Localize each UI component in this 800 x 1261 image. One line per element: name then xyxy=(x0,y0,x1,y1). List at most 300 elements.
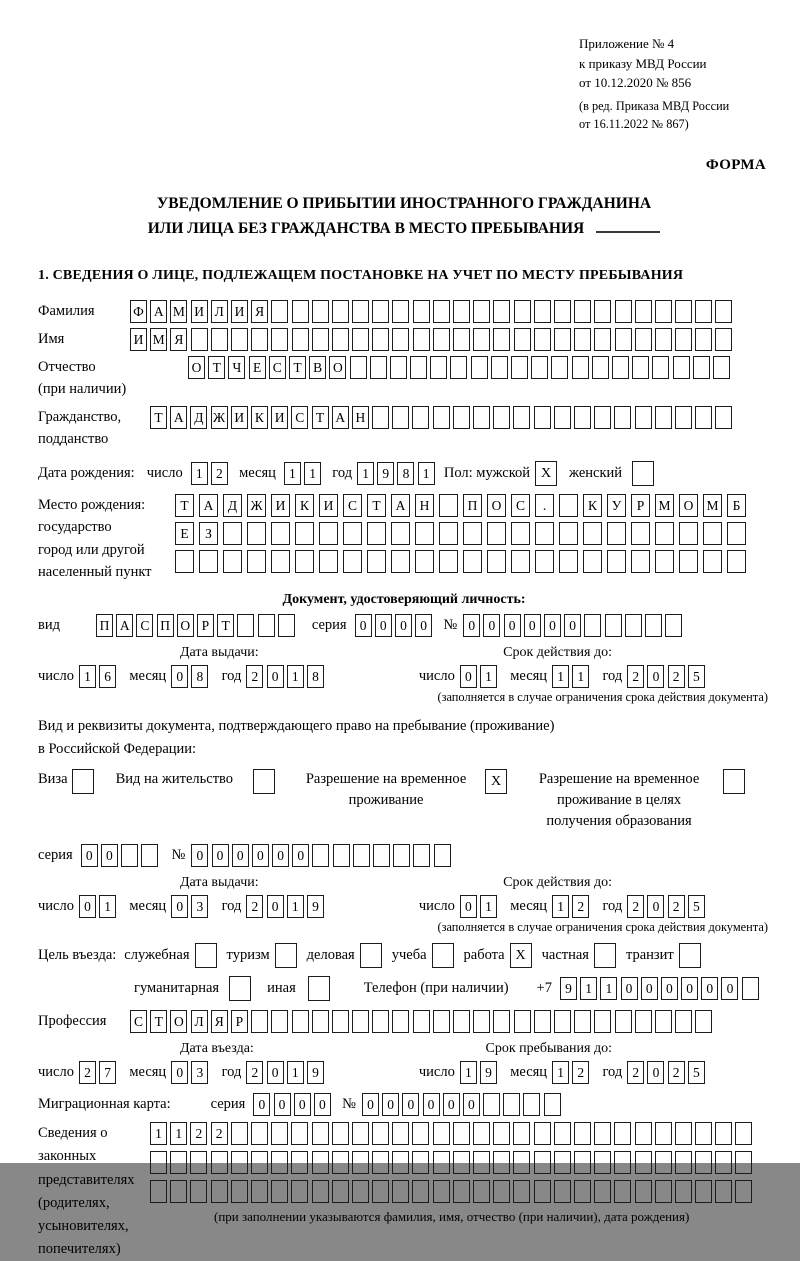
char-box[interactable] xyxy=(352,1010,369,1033)
char-box[interactable] xyxy=(434,844,451,867)
char-box[interactable]: 2 xyxy=(572,895,589,918)
char-box[interactable] xyxy=(223,550,242,573)
char-box[interactable] xyxy=(612,356,629,379)
char-box[interactable]: 0 xyxy=(314,1093,331,1116)
char-box[interactable] xyxy=(370,356,387,379)
char-box[interactable] xyxy=(715,1180,732,1203)
char-box[interactable]: Т xyxy=(208,356,225,379)
sex-female-checkbox[interactable] xyxy=(632,461,654,486)
char-box[interactable]: 5 xyxy=(688,895,705,918)
char-box[interactable] xyxy=(695,300,712,323)
char-box[interactable] xyxy=(655,1122,672,1145)
char-box[interactable] xyxy=(655,1151,672,1174)
char-box[interactable] xyxy=(453,1180,470,1203)
char-box[interactable] xyxy=(332,1122,349,1145)
char-box[interactable]: Л xyxy=(191,1010,208,1033)
char-box[interactable] xyxy=(415,522,434,545)
char-box[interactable]: 0 xyxy=(212,844,229,867)
char-box[interactable] xyxy=(413,844,430,867)
char-box[interactable] xyxy=(491,356,508,379)
char-box[interactable]: О xyxy=(679,494,698,517)
char-box[interactable] xyxy=(450,356,467,379)
char-box[interactable] xyxy=(350,356,367,379)
purpose-ucheba-checkbox[interactable] xyxy=(432,943,454,968)
char-box[interactable] xyxy=(439,522,458,545)
char-box[interactable] xyxy=(312,1180,329,1203)
char-box[interactable] xyxy=(453,300,470,323)
temp-residence-education-checkbox[interactable] xyxy=(723,769,745,794)
char-box[interactable] xyxy=(291,1151,308,1174)
purpose-delovaya-checkbox[interactable] xyxy=(360,943,382,968)
char-box[interactable] xyxy=(352,1180,369,1203)
char-box[interactable] xyxy=(675,1122,692,1145)
char-box[interactable] xyxy=(433,300,450,323)
purpose-gumanitarnaya-checkbox[interactable] xyxy=(229,976,251,1001)
char-box[interactable] xyxy=(574,1010,591,1033)
char-box[interactable] xyxy=(271,550,290,573)
char-box[interactable]: 0 xyxy=(267,895,284,918)
char-box[interactable]: 0 xyxy=(647,1061,664,1084)
char-box[interactable] xyxy=(412,406,429,429)
char-box[interactable] xyxy=(675,328,692,351)
char-box[interactable] xyxy=(635,1151,652,1174)
char-box[interactable] xyxy=(513,1122,530,1145)
char-box[interactable] xyxy=(312,1010,329,1033)
char-box[interactable] xyxy=(271,1151,288,1174)
char-box[interactable]: 2 xyxy=(668,665,685,688)
char-box[interactable]: И xyxy=(231,300,248,323)
char-box[interactable] xyxy=(679,522,698,545)
char-box[interactable] xyxy=(372,300,389,323)
char-box[interactable]: 0 xyxy=(101,844,118,867)
char-box[interactable] xyxy=(473,1122,490,1145)
purpose-turizm-checkbox[interactable] xyxy=(275,943,297,968)
char-box[interactable] xyxy=(493,300,510,323)
char-box[interactable] xyxy=(493,328,510,351)
char-box[interactable] xyxy=(473,300,490,323)
char-box[interactable] xyxy=(352,300,369,323)
char-box[interactable] xyxy=(605,614,622,637)
char-box[interactable] xyxy=(655,300,672,323)
char-box[interactable] xyxy=(574,328,591,351)
char-box[interactable] xyxy=(655,522,674,545)
char-box[interactable] xyxy=(735,1151,752,1174)
char-box[interactable]: Ч xyxy=(228,356,245,379)
char-box[interactable] xyxy=(511,356,528,379)
char-box[interactable]: И xyxy=(191,300,208,323)
char-box[interactable]: 0 xyxy=(402,1093,419,1116)
char-box[interactable] xyxy=(312,1122,329,1145)
char-box[interactable] xyxy=(291,1180,308,1203)
char-box[interactable] xyxy=(439,494,458,517)
char-box[interactable]: И xyxy=(231,406,248,429)
char-box[interactable] xyxy=(727,522,746,545)
char-box[interactable]: 1 xyxy=(480,665,497,688)
char-box[interactable] xyxy=(535,550,554,573)
char-box[interactable] xyxy=(535,522,554,545)
char-box[interactable] xyxy=(199,550,218,573)
char-box[interactable] xyxy=(412,1151,429,1174)
char-box[interactable]: 1 xyxy=(580,977,597,1000)
char-box[interactable]: Д xyxy=(223,494,242,517)
char-box[interactable]: Н xyxy=(352,406,369,429)
char-box[interactable] xyxy=(231,1122,248,1145)
char-box[interactable]: 6 xyxy=(99,665,116,688)
char-box[interactable] xyxy=(352,1151,369,1174)
char-box[interactable]: 0 xyxy=(463,1093,480,1116)
char-box[interactable] xyxy=(473,406,490,429)
char-box[interactable] xyxy=(574,300,591,323)
char-box[interactable] xyxy=(679,550,698,573)
char-box[interactable] xyxy=(559,550,578,573)
char-box[interactable]: Ж xyxy=(247,494,266,517)
char-box[interactable] xyxy=(675,406,692,429)
char-box[interactable] xyxy=(572,356,589,379)
char-box[interactable]: 0 xyxy=(463,614,480,637)
char-box[interactable] xyxy=(175,550,194,573)
char-box[interactable] xyxy=(652,356,669,379)
char-box[interactable] xyxy=(514,300,531,323)
char-box[interactable] xyxy=(559,494,578,517)
char-box[interactable]: 2 xyxy=(668,895,685,918)
char-box[interactable] xyxy=(695,1122,712,1145)
char-box[interactable] xyxy=(372,328,389,351)
char-box[interactable]: 0 xyxy=(423,1093,440,1116)
char-box[interactable] xyxy=(372,1151,389,1174)
char-box[interactable] xyxy=(594,406,611,429)
char-box[interactable] xyxy=(295,550,314,573)
char-box[interactable]: 1 xyxy=(480,895,497,918)
char-box[interactable]: 1 xyxy=(552,895,569,918)
char-box[interactable]: 9 xyxy=(307,1061,324,1084)
char-box[interactable] xyxy=(453,1010,470,1033)
char-box[interactable]: 1 xyxy=(99,895,116,918)
char-box[interactable] xyxy=(655,328,672,351)
char-box[interactable]: 2 xyxy=(572,1061,589,1084)
char-box[interactable] xyxy=(631,550,650,573)
char-box[interactable] xyxy=(493,1010,510,1033)
char-box[interactable] xyxy=(615,1010,632,1033)
char-box[interactable] xyxy=(271,300,288,323)
char-box[interactable]: И xyxy=(319,494,338,517)
char-box[interactable] xyxy=(413,328,430,351)
char-box[interactable]: А xyxy=(199,494,218,517)
char-box[interactable] xyxy=(247,550,266,573)
char-box[interactable] xyxy=(655,1180,672,1203)
char-box[interactable] xyxy=(333,844,350,867)
char-box[interactable] xyxy=(715,1151,732,1174)
char-box[interactable] xyxy=(433,1010,450,1033)
char-box[interactable]: С xyxy=(343,494,362,517)
char-box[interactable]: Я xyxy=(170,328,187,351)
char-box[interactable]: К xyxy=(251,406,268,429)
char-box[interactable] xyxy=(251,1151,268,1174)
char-box[interactable] xyxy=(554,1180,571,1203)
char-box[interactable]: А xyxy=(150,300,167,323)
char-box[interactable]: Е xyxy=(175,522,194,545)
char-box[interactable] xyxy=(592,356,609,379)
char-box[interactable] xyxy=(191,328,208,351)
char-box[interactable] xyxy=(534,406,551,429)
char-box[interactable]: С xyxy=(291,406,308,429)
char-box[interactable]: 1 xyxy=(304,462,321,485)
char-box[interactable]: 5 xyxy=(688,1061,705,1084)
char-box[interactable] xyxy=(554,406,571,429)
char-box[interactable] xyxy=(715,406,732,429)
char-box[interactable]: 2 xyxy=(627,895,644,918)
char-box[interactable]: А xyxy=(170,406,187,429)
char-box[interactable]: 0 xyxy=(171,1061,188,1084)
char-box[interactable]: 1 xyxy=(287,665,304,688)
char-box[interactable] xyxy=(594,328,611,351)
char-box[interactable] xyxy=(332,1151,349,1174)
char-box[interactable]: О xyxy=(177,614,194,637)
char-box[interactable] xyxy=(430,356,447,379)
char-box[interactable]: И xyxy=(271,406,288,429)
char-box[interactable]: 0 xyxy=(621,977,638,1000)
char-box[interactable]: 0 xyxy=(79,895,96,918)
char-box[interactable]: Т xyxy=(289,356,306,379)
char-box[interactable]: 0 xyxy=(267,665,284,688)
char-box[interactable]: 1 xyxy=(418,462,435,485)
char-box[interactable] xyxy=(332,1010,349,1033)
char-box[interactable]: Т xyxy=(312,406,329,429)
visa-checkbox[interactable] xyxy=(72,769,94,794)
char-box[interactable] xyxy=(392,406,409,429)
char-box[interactable] xyxy=(433,406,450,429)
char-box[interactable]: Б xyxy=(727,494,746,517)
residence-permit-checkbox[interactable] xyxy=(253,769,275,794)
char-box[interactable] xyxy=(413,300,430,323)
char-box[interactable]: Т xyxy=(217,614,234,637)
char-box[interactable]: 9 xyxy=(377,462,394,485)
char-box[interactable] xyxy=(574,1122,591,1145)
char-box[interactable] xyxy=(271,1010,288,1033)
char-box[interactable]: А xyxy=(116,614,133,637)
char-box[interactable] xyxy=(258,614,275,637)
char-box[interactable] xyxy=(463,550,482,573)
char-box[interactable] xyxy=(727,550,746,573)
char-box[interactable]: 1 xyxy=(572,665,589,688)
char-box[interactable] xyxy=(703,522,722,545)
char-box[interactable]: И xyxy=(130,328,147,351)
char-box[interactable] xyxy=(554,1010,571,1033)
char-box[interactable]: Т xyxy=(150,406,167,429)
char-box[interactable] xyxy=(635,406,652,429)
char-box[interactable] xyxy=(372,1010,389,1033)
char-box[interactable] xyxy=(439,550,458,573)
char-box[interactable] xyxy=(463,522,482,545)
char-box[interactable] xyxy=(614,1151,631,1174)
char-box[interactable]: Р xyxy=(197,614,214,637)
char-box[interactable]: М xyxy=(150,328,167,351)
char-box[interactable]: 0 xyxy=(483,614,500,637)
char-box[interactable] xyxy=(332,1180,349,1203)
char-box[interactable] xyxy=(615,328,632,351)
char-box[interactable]: О xyxy=(170,1010,187,1033)
char-box[interactable]: О xyxy=(188,356,205,379)
char-box[interactable]: Р xyxy=(631,494,650,517)
char-box[interactable]: 2 xyxy=(211,462,228,485)
char-box[interactable]: 0 xyxy=(701,977,718,1000)
purpose-rabota-checkbox[interactable]: X xyxy=(510,943,532,968)
char-box[interactable]: 1 xyxy=(284,462,301,485)
char-box[interactable] xyxy=(121,844,138,867)
char-box[interactable] xyxy=(237,614,254,637)
char-box[interactable]: 2 xyxy=(79,1061,96,1084)
char-box[interactable] xyxy=(493,1122,510,1145)
char-box[interactable]: Т xyxy=(175,494,194,517)
char-box[interactable] xyxy=(473,1151,490,1174)
char-box[interactable] xyxy=(534,328,551,351)
char-box[interactable]: 1 xyxy=(150,1122,167,1145)
purpose-tranzit-checkbox[interactable] xyxy=(679,943,701,968)
char-box[interactable] xyxy=(544,1093,561,1116)
char-box[interactable]: П xyxy=(463,494,482,517)
char-box[interactable] xyxy=(319,550,338,573)
char-box[interactable] xyxy=(715,300,732,323)
char-box[interactable] xyxy=(251,1122,268,1145)
char-box[interactable] xyxy=(392,300,409,323)
char-box[interactable] xyxy=(319,522,338,545)
char-box[interactable]: 8 xyxy=(307,665,324,688)
char-box[interactable] xyxy=(645,614,662,637)
char-box[interactable] xyxy=(713,356,730,379)
char-box[interactable] xyxy=(453,328,470,351)
char-box[interactable]: С xyxy=(130,1010,147,1033)
char-box[interactable] xyxy=(514,1010,531,1033)
char-box[interactable]: М xyxy=(170,300,187,323)
char-box[interactable] xyxy=(433,328,450,351)
char-box[interactable]: 1 xyxy=(287,1061,304,1084)
char-box[interactable] xyxy=(635,300,652,323)
char-box[interactable] xyxy=(271,522,290,545)
char-box[interactable] xyxy=(412,1180,429,1203)
char-box[interactable]: 0 xyxy=(524,614,541,637)
char-box[interactable] xyxy=(150,1151,167,1174)
char-box[interactable] xyxy=(534,1010,551,1033)
char-box[interactable] xyxy=(231,1151,248,1174)
char-box[interactable]: О xyxy=(487,494,506,517)
char-box[interactable]: Т xyxy=(150,1010,167,1033)
char-box[interactable] xyxy=(231,328,248,351)
char-box[interactable]: 9 xyxy=(307,895,324,918)
char-box[interactable]: 0 xyxy=(362,1093,379,1116)
char-box[interactable] xyxy=(392,1122,409,1145)
char-box[interactable] xyxy=(312,300,329,323)
char-box[interactable]: 0 xyxy=(375,614,392,637)
char-box[interactable]: М xyxy=(703,494,722,517)
char-box[interactable] xyxy=(615,300,632,323)
char-box[interactable]: К xyxy=(295,494,314,517)
char-box[interactable]: 0 xyxy=(171,895,188,918)
char-box[interactable]: Я xyxy=(211,1010,228,1033)
char-box[interactable] xyxy=(551,356,568,379)
char-box[interactable]: Т xyxy=(367,494,386,517)
char-box[interactable] xyxy=(393,844,410,867)
char-box[interactable] xyxy=(292,1010,309,1033)
char-box[interactable] xyxy=(312,1151,329,1174)
char-box[interactable] xyxy=(247,522,266,545)
char-box[interactable] xyxy=(574,1151,591,1174)
char-box[interactable] xyxy=(372,1180,389,1203)
char-box[interactable]: Я xyxy=(251,300,268,323)
char-box[interactable] xyxy=(483,1093,500,1116)
char-box[interactable] xyxy=(695,406,712,429)
char-box[interactable]: С xyxy=(136,614,153,637)
char-box[interactable]: 1 xyxy=(460,1061,477,1084)
char-box[interactable] xyxy=(594,1151,611,1174)
char-box[interactable]: 1 xyxy=(170,1122,187,1145)
char-box[interactable] xyxy=(271,1122,288,1145)
char-box[interactable] xyxy=(433,1180,450,1203)
char-box[interactable] xyxy=(390,356,407,379)
char-box[interactable]: 0 xyxy=(544,614,561,637)
char-box[interactable] xyxy=(693,356,710,379)
char-box[interactable] xyxy=(715,328,732,351)
char-box[interactable]: 0 xyxy=(443,1093,460,1116)
char-box[interactable] xyxy=(534,1180,551,1203)
char-box[interactable] xyxy=(574,406,591,429)
char-box[interactable] xyxy=(511,522,530,545)
char-box[interactable] xyxy=(675,1180,692,1203)
char-box[interactable]: М xyxy=(655,494,674,517)
char-box[interactable] xyxy=(635,1180,652,1203)
char-box[interactable] xyxy=(391,522,410,545)
char-box[interactable]: 2 xyxy=(211,1122,228,1145)
char-box[interactable]: 0 xyxy=(253,1093,270,1116)
char-box[interactable] xyxy=(312,328,329,351)
char-box[interactable] xyxy=(373,844,390,867)
char-box[interactable] xyxy=(583,522,602,545)
char-box[interactable] xyxy=(352,328,369,351)
char-box[interactable]: 0 xyxy=(274,1093,291,1116)
char-box[interactable]: 0 xyxy=(681,977,698,1000)
char-box[interactable] xyxy=(554,300,571,323)
char-box[interactable]: 0 xyxy=(647,895,664,918)
char-box[interactable]: П xyxy=(157,614,174,637)
char-box[interactable] xyxy=(343,522,362,545)
char-box[interactable] xyxy=(211,1151,228,1174)
char-box[interactable] xyxy=(607,550,626,573)
char-box[interactable] xyxy=(473,1180,490,1203)
char-box[interactable] xyxy=(231,1180,248,1203)
char-box[interactable]: 0 xyxy=(355,614,372,637)
char-box[interactable]: 0 xyxy=(382,1093,399,1116)
char-box[interactable]: 0 xyxy=(661,977,678,1000)
char-box[interactable]: 9 xyxy=(480,1061,497,1084)
char-box[interactable] xyxy=(415,550,434,573)
char-box[interactable] xyxy=(292,300,309,323)
char-box[interactable]: 5 xyxy=(688,665,705,688)
char-box[interactable] xyxy=(367,550,386,573)
char-box[interactable] xyxy=(631,522,650,545)
sex-male-checkbox[interactable]: X xyxy=(535,461,557,486)
char-box[interactable] xyxy=(493,1151,510,1174)
char-box[interactable] xyxy=(554,1151,571,1174)
char-box[interactable] xyxy=(513,1151,530,1174)
char-box[interactable] xyxy=(614,406,631,429)
char-box[interactable]: 0 xyxy=(564,614,581,637)
char-box[interactable]: 0 xyxy=(191,844,208,867)
char-box[interactable] xyxy=(584,614,601,637)
char-box[interactable] xyxy=(251,1180,268,1203)
char-box[interactable]: П xyxy=(96,614,113,637)
char-box[interactable]: 9 xyxy=(560,977,577,1000)
char-box[interactable]: А xyxy=(391,494,410,517)
char-box[interactable] xyxy=(391,550,410,573)
char-box[interactable] xyxy=(703,550,722,573)
